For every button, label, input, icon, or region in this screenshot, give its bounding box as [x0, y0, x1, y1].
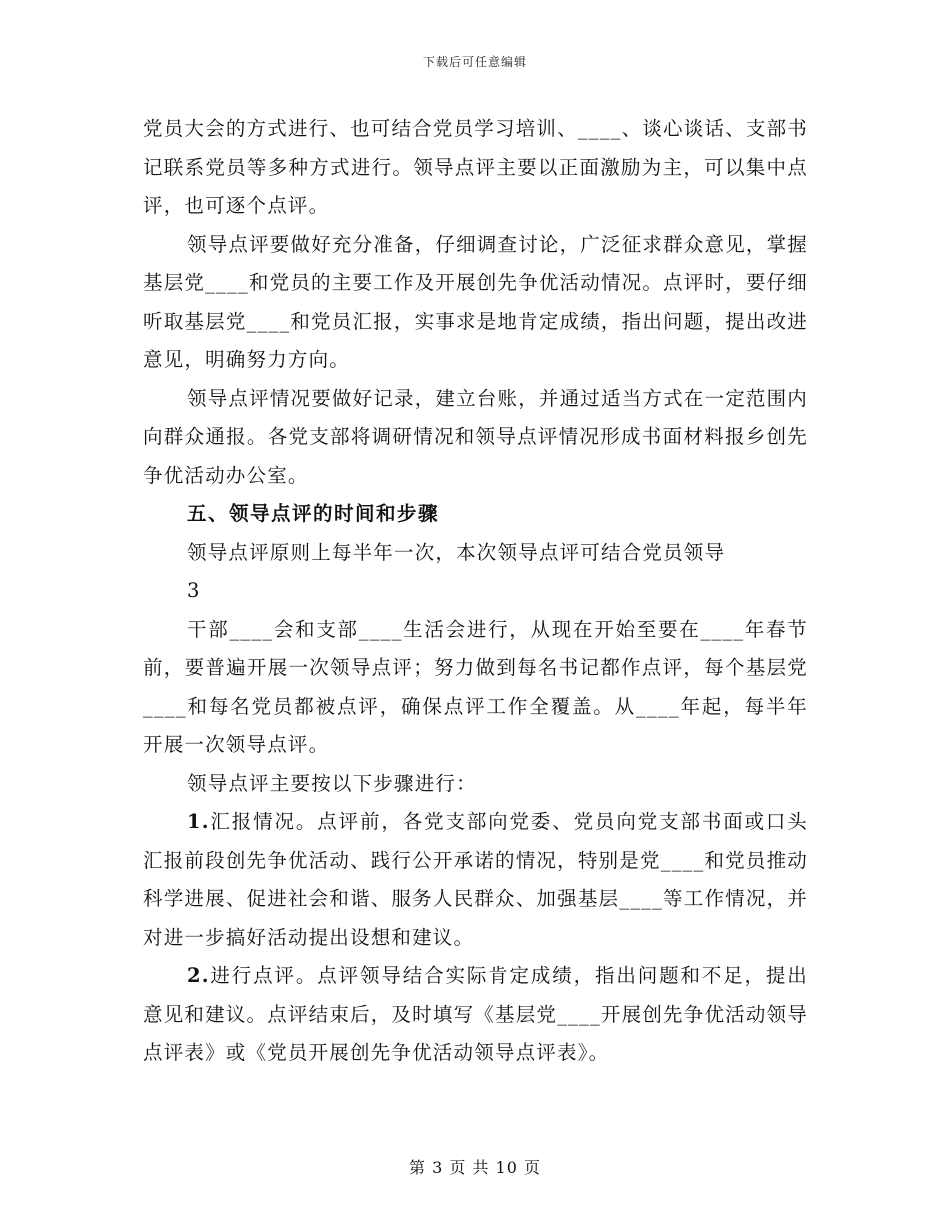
step-1-number: 1.: [187, 810, 210, 833]
paragraph-6: 领导点评主要按以下步骤进行：: [187, 771, 477, 795]
step-1-paragraph: [143, 803, 808, 957]
page-footer: 第 3 页 共 10 页: [409, 1158, 541, 1177]
step-2-text: 进行点评。点评领导结合实际肯定成绩，指出问题和不足，提出意见和建议。点评结束后，及时填写《基层党____开展创先争优活动领导点评表》或《党员开展创先争优活动领导点评表》。: [143, 964, 808, 1064]
paragraph-3: 领导点评情况要做好记录，建立台账，并通过适当方式在一定范围内向群众通报。各党支部将调研情况和领导点评情况形成书面材料报乡创先争优活动办公室。: [143, 386, 809, 487]
paragraph-1: 党员大会的方式进行、也可结合党员学习培训、____、谈心谈话、支部书记联系党员等多种方式进行。领导点评主要以正面激励为主，可以集中点评，也可逐个点评。: [143, 117, 808, 217]
paragraph-2: 领导点评要做好充分准备，仔细调查讨论，广泛征求群众意见，掌握基层党____和党员的主要工作及开展创先争优活动情况。点评时，要仔细听取基层党____和党员汇报，实事求是地肯定成绩，指出问题，提出改进意见，明确努力方向。: [143, 232, 809, 371]
paragraph-5: 干部____会和支部____生活会进行，从现在开始至要在____年春节前，要普遍开展一次领导点评；努力做到每名书记都作点评，每个基层党____和每名党员都被点评，确保点评工作全覆盖。从____年起，每半年开展一次领导点评。: [143, 617, 808, 756]
document-body: [143, 110, 808, 1073]
paragraph-4: 领导点评原则上每半年一次，本次领导点评可结合党员领导: [187, 540, 726, 564]
step-2-paragraph: [143, 957, 808, 1073]
step-2-number: 2.: [187, 964, 210, 987]
page-marker: 3: [187, 579, 200, 602]
step-1-text: 汇报情况。点评前，各党支部向党委、党员向党支部书面或口头汇报前段创先争优活动、践行公开承诺的情况，特别是党____和党员推动科学进展、促进社会和谐、服务人民群众、加强基层____等工作情况，并对进一步搞好活动提出设想和建议。: [143, 810, 808, 949]
page-header: 下载后可任意编辑: [422, 55, 527, 69]
section-heading-5: 五、领导点评的时间和步骤: [187, 502, 440, 525]
